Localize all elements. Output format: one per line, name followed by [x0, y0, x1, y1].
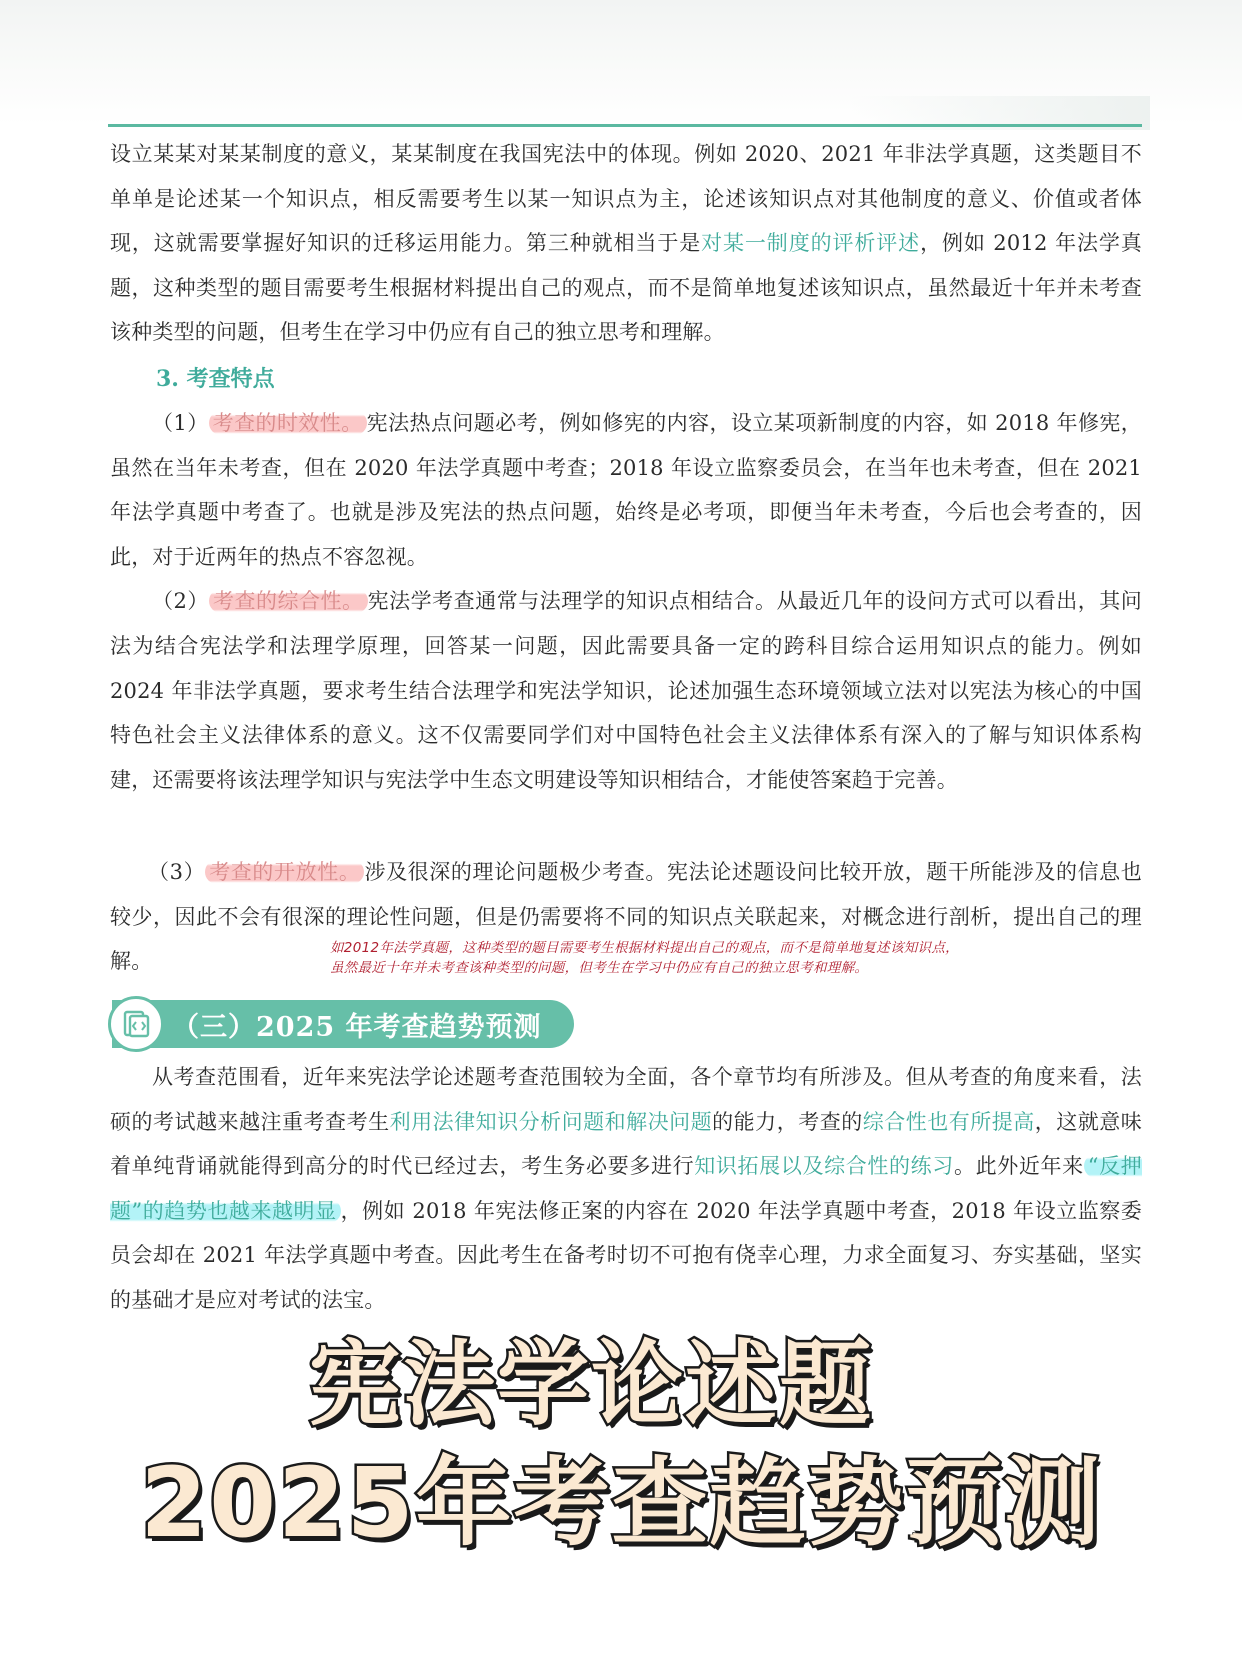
trend-text-1: 从考查范围看，近年来宪法学论述题考查范围较为全面，各个章节均有所涉及。但从考查的角度来看，法硕的考试越来越注重考查考生 [110, 1065, 1142, 1134]
feature-paragraph-1 [110, 401, 1142, 579]
trend-text-2: 的能力，考查的 [712, 1109, 863, 1134]
subsection-heading: 3. 考查特点 [156, 365, 275, 392]
trend-teal-1: 利用法律知识分析问题和解决问题 [389, 1109, 713, 1134]
intro-paragraph [110, 132, 1142, 355]
section-title-pill [112, 1000, 574, 1048]
header-rule [108, 124, 1142, 127]
overlay-title-line-1: 宪法学论述题 [308, 1331, 873, 1438]
feature-paragraph-2 [110, 579, 1142, 802]
trend-paragraph [110, 1055, 1142, 1323]
trend-text-5: ，例如 2018 年宪法修正案的内容在 2020 年法学真题中考查，2018 年设立监察委员会却在 2021 年法学真题中考查。因此考生在备考时切不可抱有侥幸心理，力求全面复习、夯实基础，坚实的基础才是应对考试的法宝。 [110, 1198, 1142, 1312]
note-line-2: 虽然最近十年并未考查该种类型的问题，但考生在学习中仍应有自己的独立思考和理解。 [330, 960, 869, 976]
feature-highlight-1: 考查的时效性。 [209, 411, 367, 435]
main-content [110, 132, 1142, 802]
intro-teal-phrase: 对某一制度的评析评述 [701, 231, 921, 256]
handwritten-note [330, 938, 1090, 978]
feature-highlight-2: 考查的综合性。 [209, 589, 368, 613]
feature-number-2: （2） [152, 589, 209, 614]
overlay-title-line-2: 2025年考查趋势预测 [140, 1447, 1102, 1559]
trend-highlight: “反押题”的趋势也越来越明显 [110, 1154, 1142, 1223]
feature-number-1: （1） [152, 410, 209, 435]
trend-text-4: 。此外近年来 [953, 1154, 1084, 1179]
feature-highlight-3: 考查的开放性。 [205, 860, 364, 884]
feature-text-1: 宪法热点问题必考，例如修宪的内容，设立某项新制度的内容，如 2018 年修宪，虽然在当年未考查，但在 2020 年法学真题中考查；2018 年设立监察委员会，在当年也未考查，但在 2021 年法学真题中考查了。也就是涉及宪法的热点问题，始终是必考项，即便当年未考查，今后也会考查的，因此，对于近两年的热点不容忽视。 [110, 410, 1142, 569]
trend-text-3: ，这就意味着单纯背诵就能得到高分的时代已经过去，考生务必要多进行 [110, 1109, 1142, 1179]
trend-section-body [110, 1055, 1142, 1323]
intro-text-end: ，例如 2012 年法学真题，这种类型的题目需要考生根据材料提出自己的观点，而不是简单地复述该知识点，虽然最近十年并未考查该种类型的问题，但考生在学习中仍应有自己的独立思考和理解。 [110, 231, 1143, 345]
note-line-1: 如2012年法学真题，这种类型的题目需要考生根据材料提出自己的观点，而不是简单地复述该知识点， [330, 940, 959, 956]
feature-number-3-inline: （3） [148, 860, 206, 884]
trend-teal-3: 知识拓展以及综合性的练习 [694, 1154, 954, 1179]
section-title: （三）2025 年考查趋势预测 [172, 1011, 542, 1043]
intro-text: 设立某某对某某制度的意义，某某制度在我国宪法中的体现。例如 2020、2021 年非法学真题，这类题目不单单是论述某一个知识点，相反需要考生以某一知识点为主，论述该知识点对其他制度的意义、价值或者体现，这就需要掌握好知识的迁移运用能力。第三种就相当于是 [110, 142, 1142, 256]
feature-text-3: 涉及很深的理论问题极少考查。宪法论述题设问比较开放，题干所能涉及的信息也较少，因此不会有很深的理论性问题，但是仍需要将不同的知识点关联起来，对概念进行剖析，提出自己的理解。 [110, 860, 1142, 974]
trend-teal-2: 综合性也有所提高 [862, 1109, 1035, 1134]
document-code-icon [108, 996, 164, 1052]
feature-text-2: 宪法学考查通常与法理学的知识点相结合。从最近几年的设问方式可以看出，其问法为结合宪法学和法理学原理，回答某一问题，因此需要具备一定的跨科目综合运用知识点的能力。例如 2024 年非法学真题，要求考生结合法理学和宪法学知识，论述加强生态环境领域立法对以宪法为核心的中国特色社会主义法律体系的意义。这不仅需要同学们对中国特色社会主义法律体系有深入的了解与知识体系构建，还需要将该法理学知识与宪法学中生态文明建设等知识相结合，才能使答案趋于完善。 [110, 589, 1143, 792]
